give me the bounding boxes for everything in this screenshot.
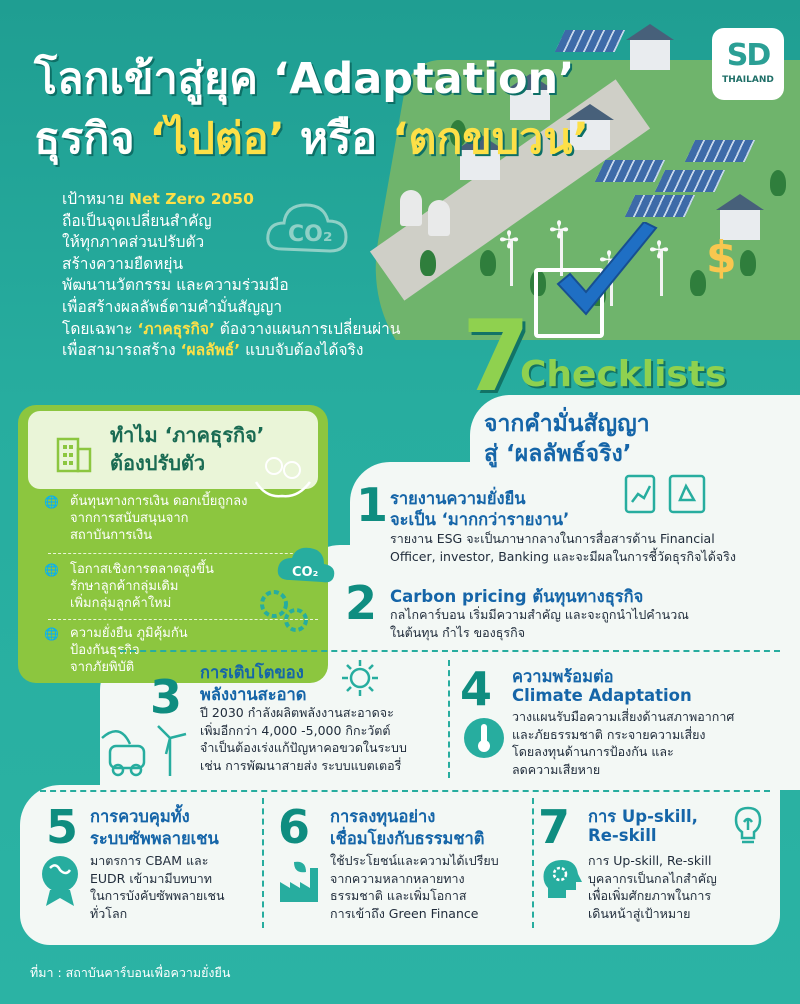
separator xyxy=(262,798,264,928)
logo-mark: SD xyxy=(726,38,770,73)
intro-line: โดยเฉพาะ ‘ภาคธุรกิจ’ ต้องวางแผนการเปลี่ยนผ่าน xyxy=(62,319,401,338)
solar-panel xyxy=(685,140,755,162)
solar-panel xyxy=(655,170,725,192)
building-icon xyxy=(54,429,94,473)
item-2-title: Carbon pricing ต้นทุนทางธุรกิจ xyxy=(390,587,644,606)
intro-line: สร้างความยืดหยุ่น xyxy=(62,254,184,273)
tree-shape xyxy=(690,270,706,296)
why-item: 🌐 ต้นทุนทางการเงิน ดอกเบี้ยถูกลง จากการสนับสนุนจาก สถาบันการเงิน xyxy=(44,494,248,543)
svg-text:CO₂: CO₂ xyxy=(292,565,319,580)
why-title-1: ทำไม ‘ภาคธุรกิจ’ xyxy=(110,423,265,447)
item-7-title-2: Re-skill xyxy=(588,826,657,845)
why-title-2: ต้องปรับตัว xyxy=(110,451,206,475)
item-6-body: ใช้ประโยชน์และความได้เปรียบ จากความหลากหลายทาง ธรรมชาติ และเพิ่มโอกาส การเข้าถึง Green Finance xyxy=(330,853,499,921)
source-credit: ที่มา : สถาบันคาร์บอนเพื่อความยั่งยืน xyxy=(30,965,231,980)
co2-cloud-icon xyxy=(262,193,352,259)
item-6-title-1: การลงทุนอย่าง xyxy=(330,807,436,826)
item-6-title-2: เชื่อมโยงกับธรรมชาติ xyxy=(330,829,485,848)
title-text: ธุรกิจ xyxy=(34,114,150,164)
title-text: หรือ xyxy=(284,114,393,164)
item-5-title-2: ระบบซัพพลายเชน xyxy=(90,829,219,848)
item-2-body: กลไกคาร์บอน เริ่มมีความสำคัญ และจะถูกนำไปคำนวณ ในต้นทุน กำไร ของธุรกิจ xyxy=(390,607,689,640)
item-7-body: การ Up-skill, Re-skill บุคลากรเป็นกลไกสำคัญ เพื่อเพิ่มศักยภาพในการ เดินหน้าสู่เป้าหมาย xyxy=(588,853,717,921)
co2-label: CO₂ xyxy=(288,222,333,247)
globe-icon: 🌐 xyxy=(44,627,59,641)
logo-subtitle: THAILAND xyxy=(722,75,774,85)
item-1-body: รายงาน ESG จะเป็นภาษากลางในการสื่อสารด้าน Financial Officer, investor, Banking และจะมีผลในการชี้วัดธุรกิจได้จริง xyxy=(390,531,736,564)
intro-line: เพื่อสามารถสร้าง ‘ผลลัพธ์’ แบบจับต้องได้จริง xyxy=(62,341,364,360)
intro-line: เป้าหมาย Net Zero 2050 xyxy=(62,190,254,208)
item-3-number: 3 xyxy=(150,670,183,724)
title-line-1: โลกเข้าสู่ยุค ‘Adaptation’ xyxy=(34,54,575,104)
why-item: 🌐 โอกาสเชิงการตลาดสูงขึ้น รักษาลูกค้ากลุ่มเดิม เพิ่มกลุ่มลูกค้าใหม่ xyxy=(44,562,214,611)
separator xyxy=(120,650,780,652)
house-shape xyxy=(630,40,670,70)
checkmark-icon xyxy=(552,222,662,332)
title-highlight-left-behind: ‘ตกขบวน’ xyxy=(392,114,589,164)
separator xyxy=(532,798,534,928)
sd-thailand-logo xyxy=(712,28,784,100)
thermometer-icon xyxy=(462,716,506,760)
item-3-title-2: พลังงานสะอาด xyxy=(200,685,307,704)
head-gear-icon xyxy=(540,858,584,902)
separator xyxy=(40,790,770,792)
lightbulb-icon xyxy=(730,804,766,848)
checklist-subtitle-2: สู่ ‘ผลลัพธ์จริง’ xyxy=(484,441,632,467)
item-1-title-1: รายงานความยั่งยืน xyxy=(390,489,526,508)
item-2-number: 2 xyxy=(345,576,378,630)
checklist-word: Checklists xyxy=(520,354,727,395)
checklist-subtitle-1: จากคำมั่นสัญญา xyxy=(484,411,650,437)
item-3-title-1: การเติบโตของ xyxy=(200,663,304,682)
intro-line: ถือเป็นจุดเปลี่ยนสำคัญ xyxy=(62,211,212,230)
item-5-body: มาตรการ CBAM และ EUDR เข้ามามีบทบาท ในการบังคับซัพพลายเชน ทั่วโลก xyxy=(90,853,225,921)
globe-icon: 🌐 xyxy=(44,563,59,577)
item-7-title-1: การ Up-skill, xyxy=(588,807,698,826)
factory-leaf-icon xyxy=(276,858,324,906)
separator xyxy=(448,660,450,778)
title-highlight-continue: ‘ไปต่อ’ xyxy=(149,114,285,164)
item-5-title-1: การควบคุมทั้ง xyxy=(90,807,190,826)
item-1-number: 1 xyxy=(356,478,389,532)
hands-coin-icon xyxy=(252,452,314,502)
item-6-number: 6 xyxy=(278,800,311,854)
report-recycle-icon xyxy=(622,472,712,516)
co2-gears-icon xyxy=(250,540,340,636)
globe-badge-icon xyxy=(36,852,84,908)
ev-turbine-icon xyxy=(100,718,190,780)
intro-line: เพื่อสร้างผลลัพธ์ตามคำมั่นสัญญา xyxy=(62,297,283,316)
dollar-icon: $ xyxy=(706,232,737,283)
sun-icon xyxy=(340,658,380,698)
item-4-body: วางแผนรับมือความเสี่ยงด้านสภาพอากาศ และภัยธรรมชาติ กระจายความเสี่ยง โดยลงทุนด้านการป้องกัน และ ลดความเสียหาย xyxy=(512,709,735,777)
item-4-number: 4 xyxy=(460,662,493,716)
title-line-2 xyxy=(34,104,589,172)
tree-shape xyxy=(740,250,756,276)
solar-panel xyxy=(595,160,665,182)
intro-line: ให้ทุกภาคส่วนปรับตัว xyxy=(62,233,205,252)
item-3-body: ปี 2030 กำลังผลิตพลังงานสะอาดจะ เพิ่มอีกกว่า 4,000 -5,000 กิกะวัตต์ จำเป็นต้องเร่งแก้ปัญหาคอขวดในระบบ เช่น การพัฒนาสายส่ง ระบบแบตเตอรี่ xyxy=(200,705,407,773)
item-4-title-1: ความพร้อมต่อ xyxy=(512,667,614,686)
item-5-number: 5 xyxy=(46,800,79,854)
why-item: 🌐 ความยั่งยืน ภูมิคุ้มกัน ป้องกันธุรกิจ จากภัยพิบัติ xyxy=(44,626,188,675)
tree-shape xyxy=(770,170,786,196)
item-7-number: 7 xyxy=(538,800,571,854)
checklist-number: 7 xyxy=(462,300,531,414)
globe-icon: 🌐 xyxy=(44,495,59,509)
solar-panel xyxy=(625,195,695,217)
item-4-title-2: Climate Adaptation xyxy=(512,686,692,705)
intro-line: พัฒนานวัตกรรม และความร่วมมือ xyxy=(62,276,289,295)
item-1-title-2: จะเป็น ‘มากกว่ารายงาน’ xyxy=(390,510,570,529)
